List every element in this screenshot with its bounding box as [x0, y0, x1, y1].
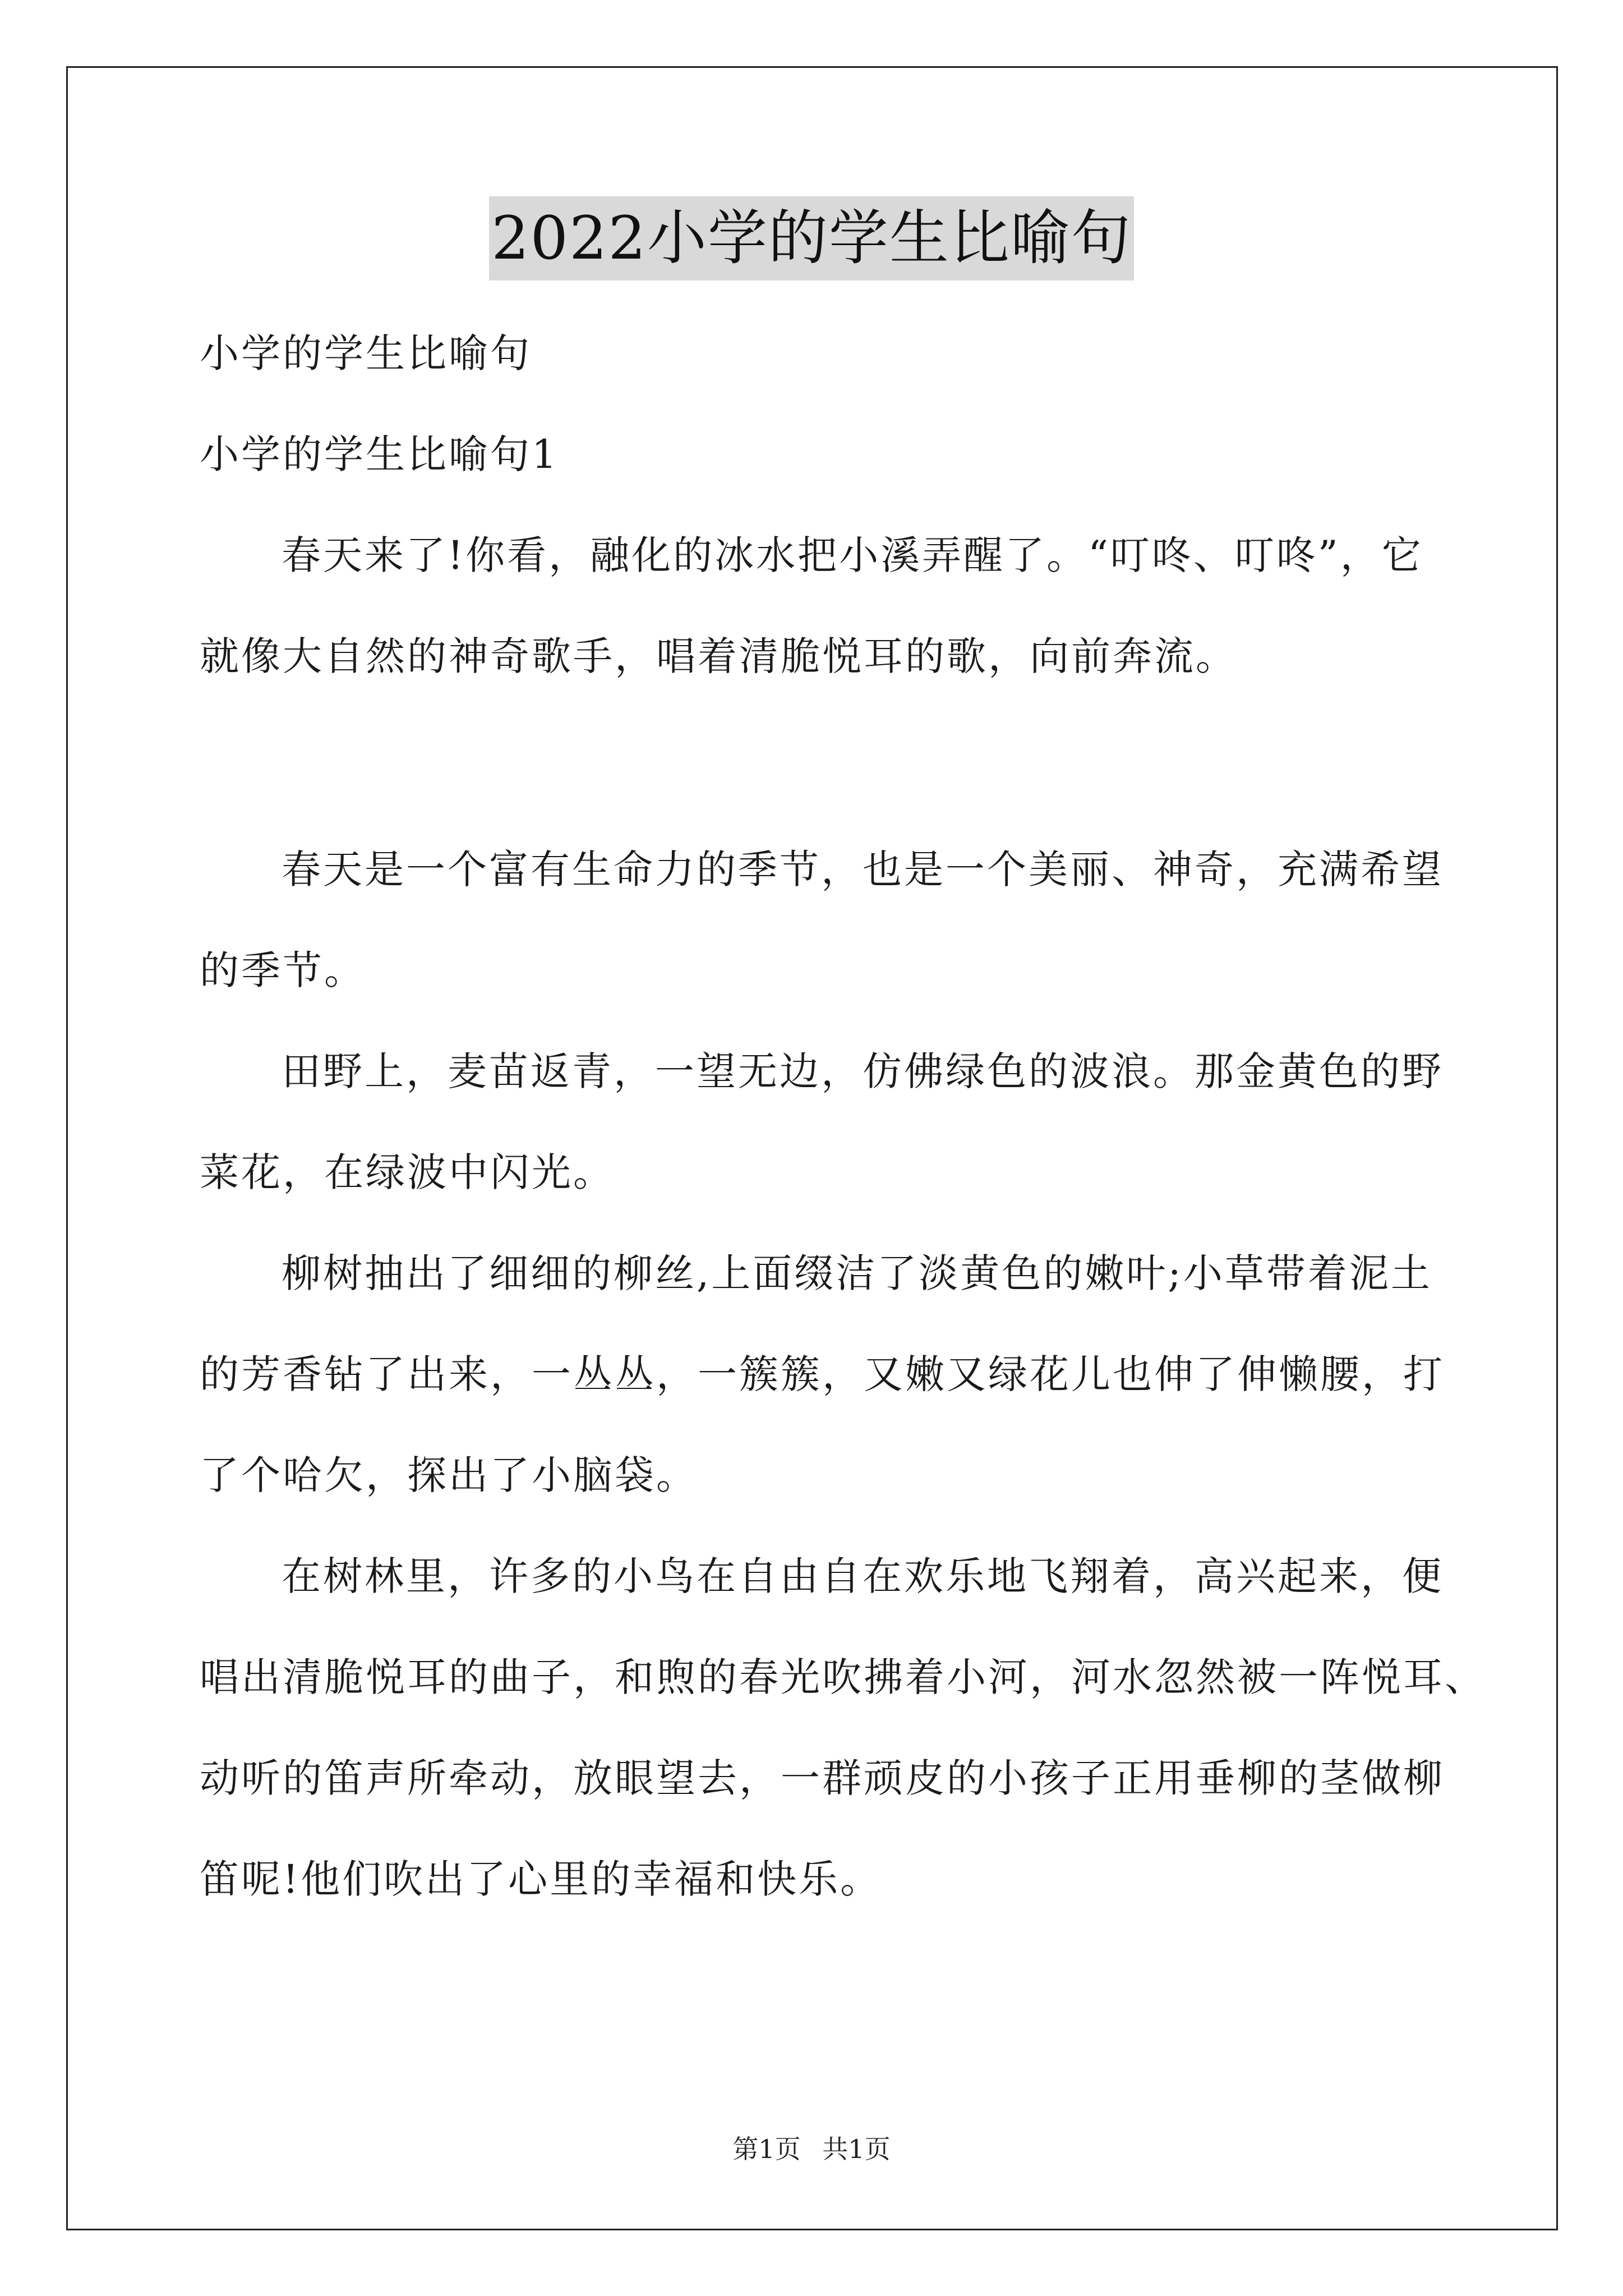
heading-1: 小学的学生比喻句: [200, 330, 532, 376]
paragraph-line: 动听的笛声所牵动，放眼望去，一群顽皮的小孩子正用垂柳的茎做柳: [200, 1755, 1445, 1801]
heading-2: 小学的学生比喻句1: [200, 431, 559, 477]
document-title: 2022小学的学生比喻句: [489, 196, 1134, 280]
paragraph-line: 唱出清脆悦耳的曲子，和煦的春光吹拂着小河，河水忽然被一阵悦耳、: [200, 1654, 1486, 1700]
paragraph-line: 的芳香钻了出来，一丛丛，一簇簇，又嫩又绿花儿也伸了伸懒腰，打: [200, 1351, 1445, 1397]
paragraph-line: 就像大自然的神奇歌手，唱着清脆悦耳的歌，向前奔流。: [200, 633, 1237, 679]
paragraph-3: [200, 1021, 1444, 1223]
paragraph-line: 春天来了!你看，融化的冰水把小溪弄醒了。“叮咚、叮咚”，它: [282, 532, 1423, 578]
document-body: [200, 303, 1486, 1930]
blank-gap: [200, 707, 1433, 819]
paragraph-2: [200, 819, 1444, 1021]
paragraph-line: 菜花，在绿波中闪光。: [200, 1149, 615, 1195]
paragraph-line: 柳树抽出了细细的柳丝,上面缀洁了淡黄色的嫩叶;小草带着泥土: [282, 1250, 1432, 1296]
title-wrap: [0, 196, 1623, 280]
paragraph-1: [200, 505, 1433, 707]
paragraph-line: 了个哈欠，探出了小脑袋。: [200, 1452, 698, 1498]
paragraph-line: 田野上，麦苗返青，一望无边，仿佛绿色的波浪。那金黄色的野: [282, 1048, 1444, 1094]
paragraph-line: 的季节。: [200, 947, 366, 993]
paragraph-line: 笛呢!他们吹出了心里的幸福和快乐。: [200, 1856, 882, 1902]
page-footer: 第1页 共1页: [732, 2134, 891, 2164]
paragraph-5: [200, 1526, 1486, 1930]
paragraph-line: 春天是一个富有生命力的季节，也是一个美丽、神奇，充满希望: [282, 846, 1444, 892]
paragraph-4: [200, 1223, 1445, 1526]
paragraph-line: 在树林里，许多的小鸟在自由自在欢乐地飞翔着，高兴起来，便: [282, 1553, 1444, 1599]
